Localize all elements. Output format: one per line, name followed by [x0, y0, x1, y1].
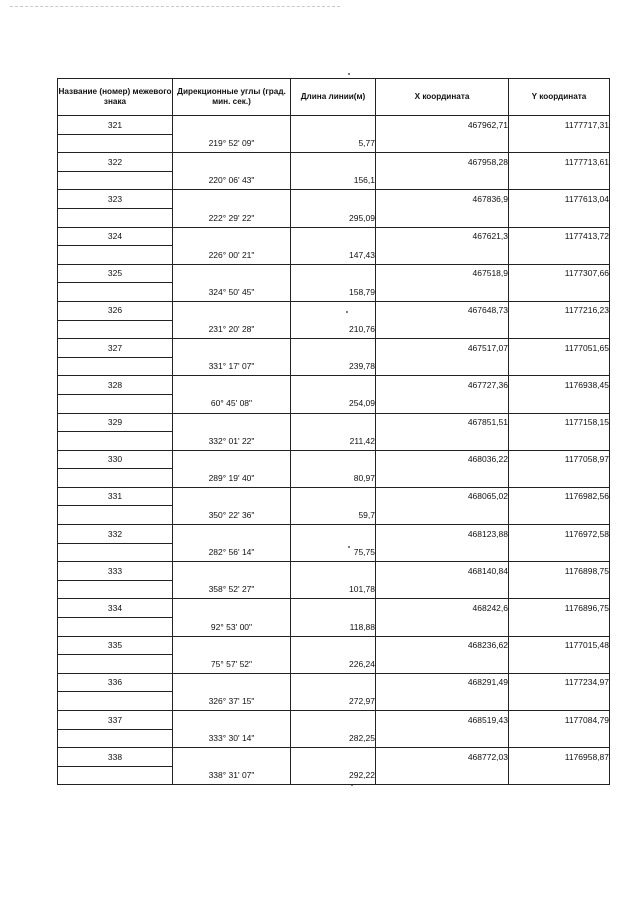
x-coordinate: 467621,3 [376, 227, 509, 246]
empty-cell [291, 301, 376, 320]
x-coordinate: 468036,22 [376, 450, 509, 469]
line-length: 210,76 [291, 320, 376, 339]
x-coordinate: 468519,43 [376, 711, 509, 730]
marker-number: 334 [58, 599, 173, 618]
table-row [58, 618, 610, 637]
x-coordinate: 468242,6 [376, 599, 509, 618]
line-length: 118,88 [291, 618, 376, 637]
empty-cell [376, 320, 509, 339]
empty-cell [173, 562, 291, 581]
table-row [58, 580, 610, 599]
empty-cell [509, 506, 610, 525]
direction-angle: 326° 37' 15" [173, 692, 291, 711]
header-line-length: Длина линии(м) [291, 79, 376, 116]
empty-cell [376, 394, 509, 413]
empty-cell [376, 246, 509, 265]
line-length: 5,77 [291, 134, 376, 153]
empty-cell [173, 376, 291, 395]
table-row [58, 543, 610, 562]
line-length: 239,78 [291, 357, 376, 376]
empty-cell [173, 748, 291, 767]
empty-cell [509, 134, 610, 153]
marker-number: 338 [58, 748, 173, 767]
line-length: 156,1 [291, 171, 376, 190]
empty-cell [509, 543, 610, 562]
marker-number: 329 [58, 413, 173, 432]
direction-angle: 60° 45' 08" [173, 394, 291, 413]
marker-number: 324 [58, 227, 173, 246]
direction-angle: 282° 56' 14" [173, 543, 291, 562]
empty-cell [58, 580, 173, 599]
empty-cell [58, 394, 173, 413]
empty-cell [509, 320, 610, 339]
empty-cell [58, 432, 173, 451]
header-marker-name: Название (номер) межевого знака [58, 79, 173, 116]
empty-cell [509, 618, 610, 637]
empty-cell [58, 208, 173, 227]
y-coordinate: 1176938,45 [509, 376, 610, 395]
empty-cell [173, 301, 291, 320]
empty-cell [173, 190, 291, 209]
table-row [58, 729, 610, 748]
table-row [58, 134, 610, 153]
direction-angle: 75° 57' 52" [173, 655, 291, 674]
line-length: 75,75 [291, 543, 376, 562]
empty-cell [291, 748, 376, 767]
table-row [58, 748, 610, 767]
empty-cell [376, 506, 509, 525]
y-coordinate: 1177613,04 [509, 190, 610, 209]
table-header [58, 79, 610, 116]
empty-cell [58, 357, 173, 376]
marker-number: 321 [58, 116, 173, 135]
empty-cell [58, 655, 173, 674]
table-row [58, 673, 610, 692]
empty-cell [509, 692, 610, 711]
x-coordinate: 467962,71 [376, 116, 509, 135]
line-length: 80,97 [291, 469, 376, 488]
marker-number: 331 [58, 487, 173, 506]
empty-cell [58, 469, 173, 488]
x-coordinate: 467648,73 [376, 301, 509, 320]
empty-cell [58, 283, 173, 302]
empty-cell [509, 580, 610, 599]
empty-cell [58, 766, 173, 785]
header-direction-angle: Дирекционные углы (град. мин. сек.) [173, 79, 291, 116]
empty-cell [173, 116, 291, 135]
line-length: 211,42 [291, 432, 376, 451]
empty-cell [173, 711, 291, 730]
y-coordinate: 1177051,65 [509, 339, 610, 358]
scan-speck [348, 73, 350, 75]
empty-cell [291, 264, 376, 283]
marker-number: 322 [58, 153, 173, 172]
table-row [58, 320, 610, 339]
x-coordinate: 467851,51 [376, 413, 509, 432]
direction-angle: 219° 52' 09" [173, 134, 291, 153]
table-row [58, 711, 610, 730]
table-row [58, 599, 610, 618]
empty-cell [376, 134, 509, 153]
marker-number: 333 [58, 562, 173, 581]
empty-cell [58, 246, 173, 265]
y-coordinate: 1177234,97 [509, 673, 610, 692]
table-row [58, 153, 610, 172]
y-coordinate: 1177713,61 [509, 153, 610, 172]
line-length: 158,79 [291, 283, 376, 302]
table-row [58, 171, 610, 190]
direction-angle: 350° 22' 36" [173, 506, 291, 525]
empty-cell [58, 618, 173, 637]
empty-cell [173, 636, 291, 655]
empty-cell [58, 729, 173, 748]
x-coordinate: 467958,28 [376, 153, 509, 172]
empty-cell [291, 525, 376, 544]
table-row [58, 562, 610, 581]
line-length: 147,43 [291, 246, 376, 265]
x-coordinate: 468772,03 [376, 748, 509, 767]
empty-cell [173, 525, 291, 544]
table-row [58, 692, 610, 711]
empty-cell [509, 432, 610, 451]
x-coordinate: 467518,9 [376, 264, 509, 283]
empty-cell [291, 227, 376, 246]
empty-cell [376, 469, 509, 488]
empty-cell [58, 543, 173, 562]
direction-angle: 358° 52' 27" [173, 580, 291, 599]
x-coordinate: 468140,84 [376, 562, 509, 581]
x-coordinate: 468236,62 [376, 636, 509, 655]
empty-cell [509, 469, 610, 488]
direction-angle: 331° 17' 07" [173, 357, 291, 376]
line-length: 59,7 [291, 506, 376, 525]
y-coordinate: 1176896,75 [509, 599, 610, 618]
empty-cell [376, 543, 509, 562]
line-length: 292,22 [291, 766, 376, 785]
empty-cell [291, 339, 376, 358]
table-row [58, 413, 610, 432]
marker-number: 328 [58, 376, 173, 395]
empty-cell [173, 264, 291, 283]
empty-cell [291, 190, 376, 209]
y-coordinate: 1177158,15 [509, 413, 610, 432]
empty-cell [173, 599, 291, 618]
table-row [58, 376, 610, 395]
y-coordinate: 1177413,72 [509, 227, 610, 246]
empty-cell [291, 562, 376, 581]
table-row [58, 283, 610, 302]
empty-cell [376, 432, 509, 451]
x-coordinate: 468123,88 [376, 525, 509, 544]
empty-cell [58, 506, 173, 525]
marker-number: 326 [58, 301, 173, 320]
empty-cell [376, 655, 509, 674]
empty-cell [291, 673, 376, 692]
direction-angle: 333° 30' 14" [173, 729, 291, 748]
x-coordinate: 467836,9 [376, 190, 509, 209]
table-row [58, 655, 610, 674]
direction-angle: 338° 31' 07" [173, 766, 291, 785]
marker-number: 330 [58, 450, 173, 469]
x-coordinate: 467517,07 [376, 339, 509, 358]
empty-cell [58, 171, 173, 190]
y-coordinate: 1177216,23 [509, 301, 610, 320]
empty-cell [291, 153, 376, 172]
marker-number: 337 [58, 711, 173, 730]
empty-cell [376, 618, 509, 637]
table-row [58, 227, 610, 246]
empty-cell [173, 153, 291, 172]
line-length: 254,09 [291, 394, 376, 413]
table-row [58, 432, 610, 451]
empty-cell [376, 580, 509, 599]
table-row [58, 264, 610, 283]
line-length: 226,24 [291, 655, 376, 674]
y-coordinate: 1176898,75 [509, 562, 610, 581]
empty-cell [509, 357, 610, 376]
table-row [58, 525, 610, 544]
direction-angle: 226° 00' 21" [173, 246, 291, 265]
empty-cell [376, 766, 509, 785]
direction-angle: 324° 50' 45" [173, 283, 291, 302]
y-coordinate: 1176982,56 [509, 487, 610, 506]
y-coordinate: 1177307,66 [509, 264, 610, 283]
empty-cell [58, 692, 173, 711]
empty-cell [509, 394, 610, 413]
table-row [58, 636, 610, 655]
table-row [58, 506, 610, 525]
empty-cell [173, 339, 291, 358]
empty-cell [173, 487, 291, 506]
empty-cell [509, 729, 610, 748]
direction-angle: 231° 20' 28" [173, 320, 291, 339]
direction-angle: 220° 06' 43" [173, 171, 291, 190]
x-coordinate: 467727,36 [376, 376, 509, 395]
empty-cell [291, 116, 376, 135]
table-row [58, 246, 610, 265]
y-coordinate: 1176958,87 [509, 748, 610, 767]
empty-cell [291, 450, 376, 469]
line-length: 282,25 [291, 729, 376, 748]
y-coordinate: 1177717,31 [509, 116, 610, 135]
marker-number: 332 [58, 525, 173, 544]
empty-cell [173, 413, 291, 432]
table-row [58, 116, 610, 135]
direction-angle: 289° 19' 40" [173, 469, 291, 488]
header-y-coordinate: Y координата [509, 79, 610, 116]
boundary-markers-table [57, 78, 610, 785]
empty-cell [376, 692, 509, 711]
table-body [58, 116, 610, 785]
header-row [58, 79, 610, 116]
empty-cell [173, 673, 291, 692]
empty-cell [173, 450, 291, 469]
empty-cell [509, 246, 610, 265]
empty-cell [291, 376, 376, 395]
y-coordinate: 1177084,79 [509, 711, 610, 730]
empty-cell [58, 134, 173, 153]
empty-cell [291, 636, 376, 655]
direction-angle: 332° 01' 22" [173, 432, 291, 451]
marker-number: 327 [58, 339, 173, 358]
y-coordinate: 1177058,97 [509, 450, 610, 469]
table-row [58, 208, 610, 227]
header-x-coordinate: X координата [376, 79, 509, 116]
x-coordinate: 468065,02 [376, 487, 509, 506]
empty-cell [509, 283, 610, 302]
table-row [58, 450, 610, 469]
table-row [58, 301, 610, 320]
direction-angle: 222° 29' 22" [173, 208, 291, 227]
direction-angle: 92° 53' 00" [173, 618, 291, 637]
table-row [58, 357, 610, 376]
empty-cell [509, 171, 610, 190]
empty-cell [376, 283, 509, 302]
empty-cell [376, 729, 509, 748]
empty-cell [376, 208, 509, 227]
marker-number: 323 [58, 190, 173, 209]
marker-number: 336 [58, 673, 173, 692]
empty-cell [291, 711, 376, 730]
table-row [58, 469, 610, 488]
table-row [58, 190, 610, 209]
table-row [58, 487, 610, 506]
y-coordinate: 1176972,58 [509, 525, 610, 544]
empty-cell [173, 227, 291, 246]
table-row [58, 339, 610, 358]
empty-cell [58, 320, 173, 339]
empty-cell [291, 487, 376, 506]
line-length: 101,78 [291, 580, 376, 599]
marker-number: 335 [58, 636, 173, 655]
empty-cell [291, 599, 376, 618]
line-length: 272,97 [291, 692, 376, 711]
marker-number: 325 [58, 264, 173, 283]
line-length: 295,09 [291, 208, 376, 227]
scan-artifact-line [10, 6, 340, 7]
y-coordinate: 1177015,48 [509, 636, 610, 655]
empty-cell [376, 357, 509, 376]
table-row [58, 394, 610, 413]
table-row [58, 766, 610, 785]
empty-cell [291, 413, 376, 432]
empty-cell [376, 171, 509, 190]
empty-cell [509, 655, 610, 674]
empty-cell [509, 208, 610, 227]
empty-cell [509, 766, 610, 785]
x-coordinate: 468291,49 [376, 673, 509, 692]
